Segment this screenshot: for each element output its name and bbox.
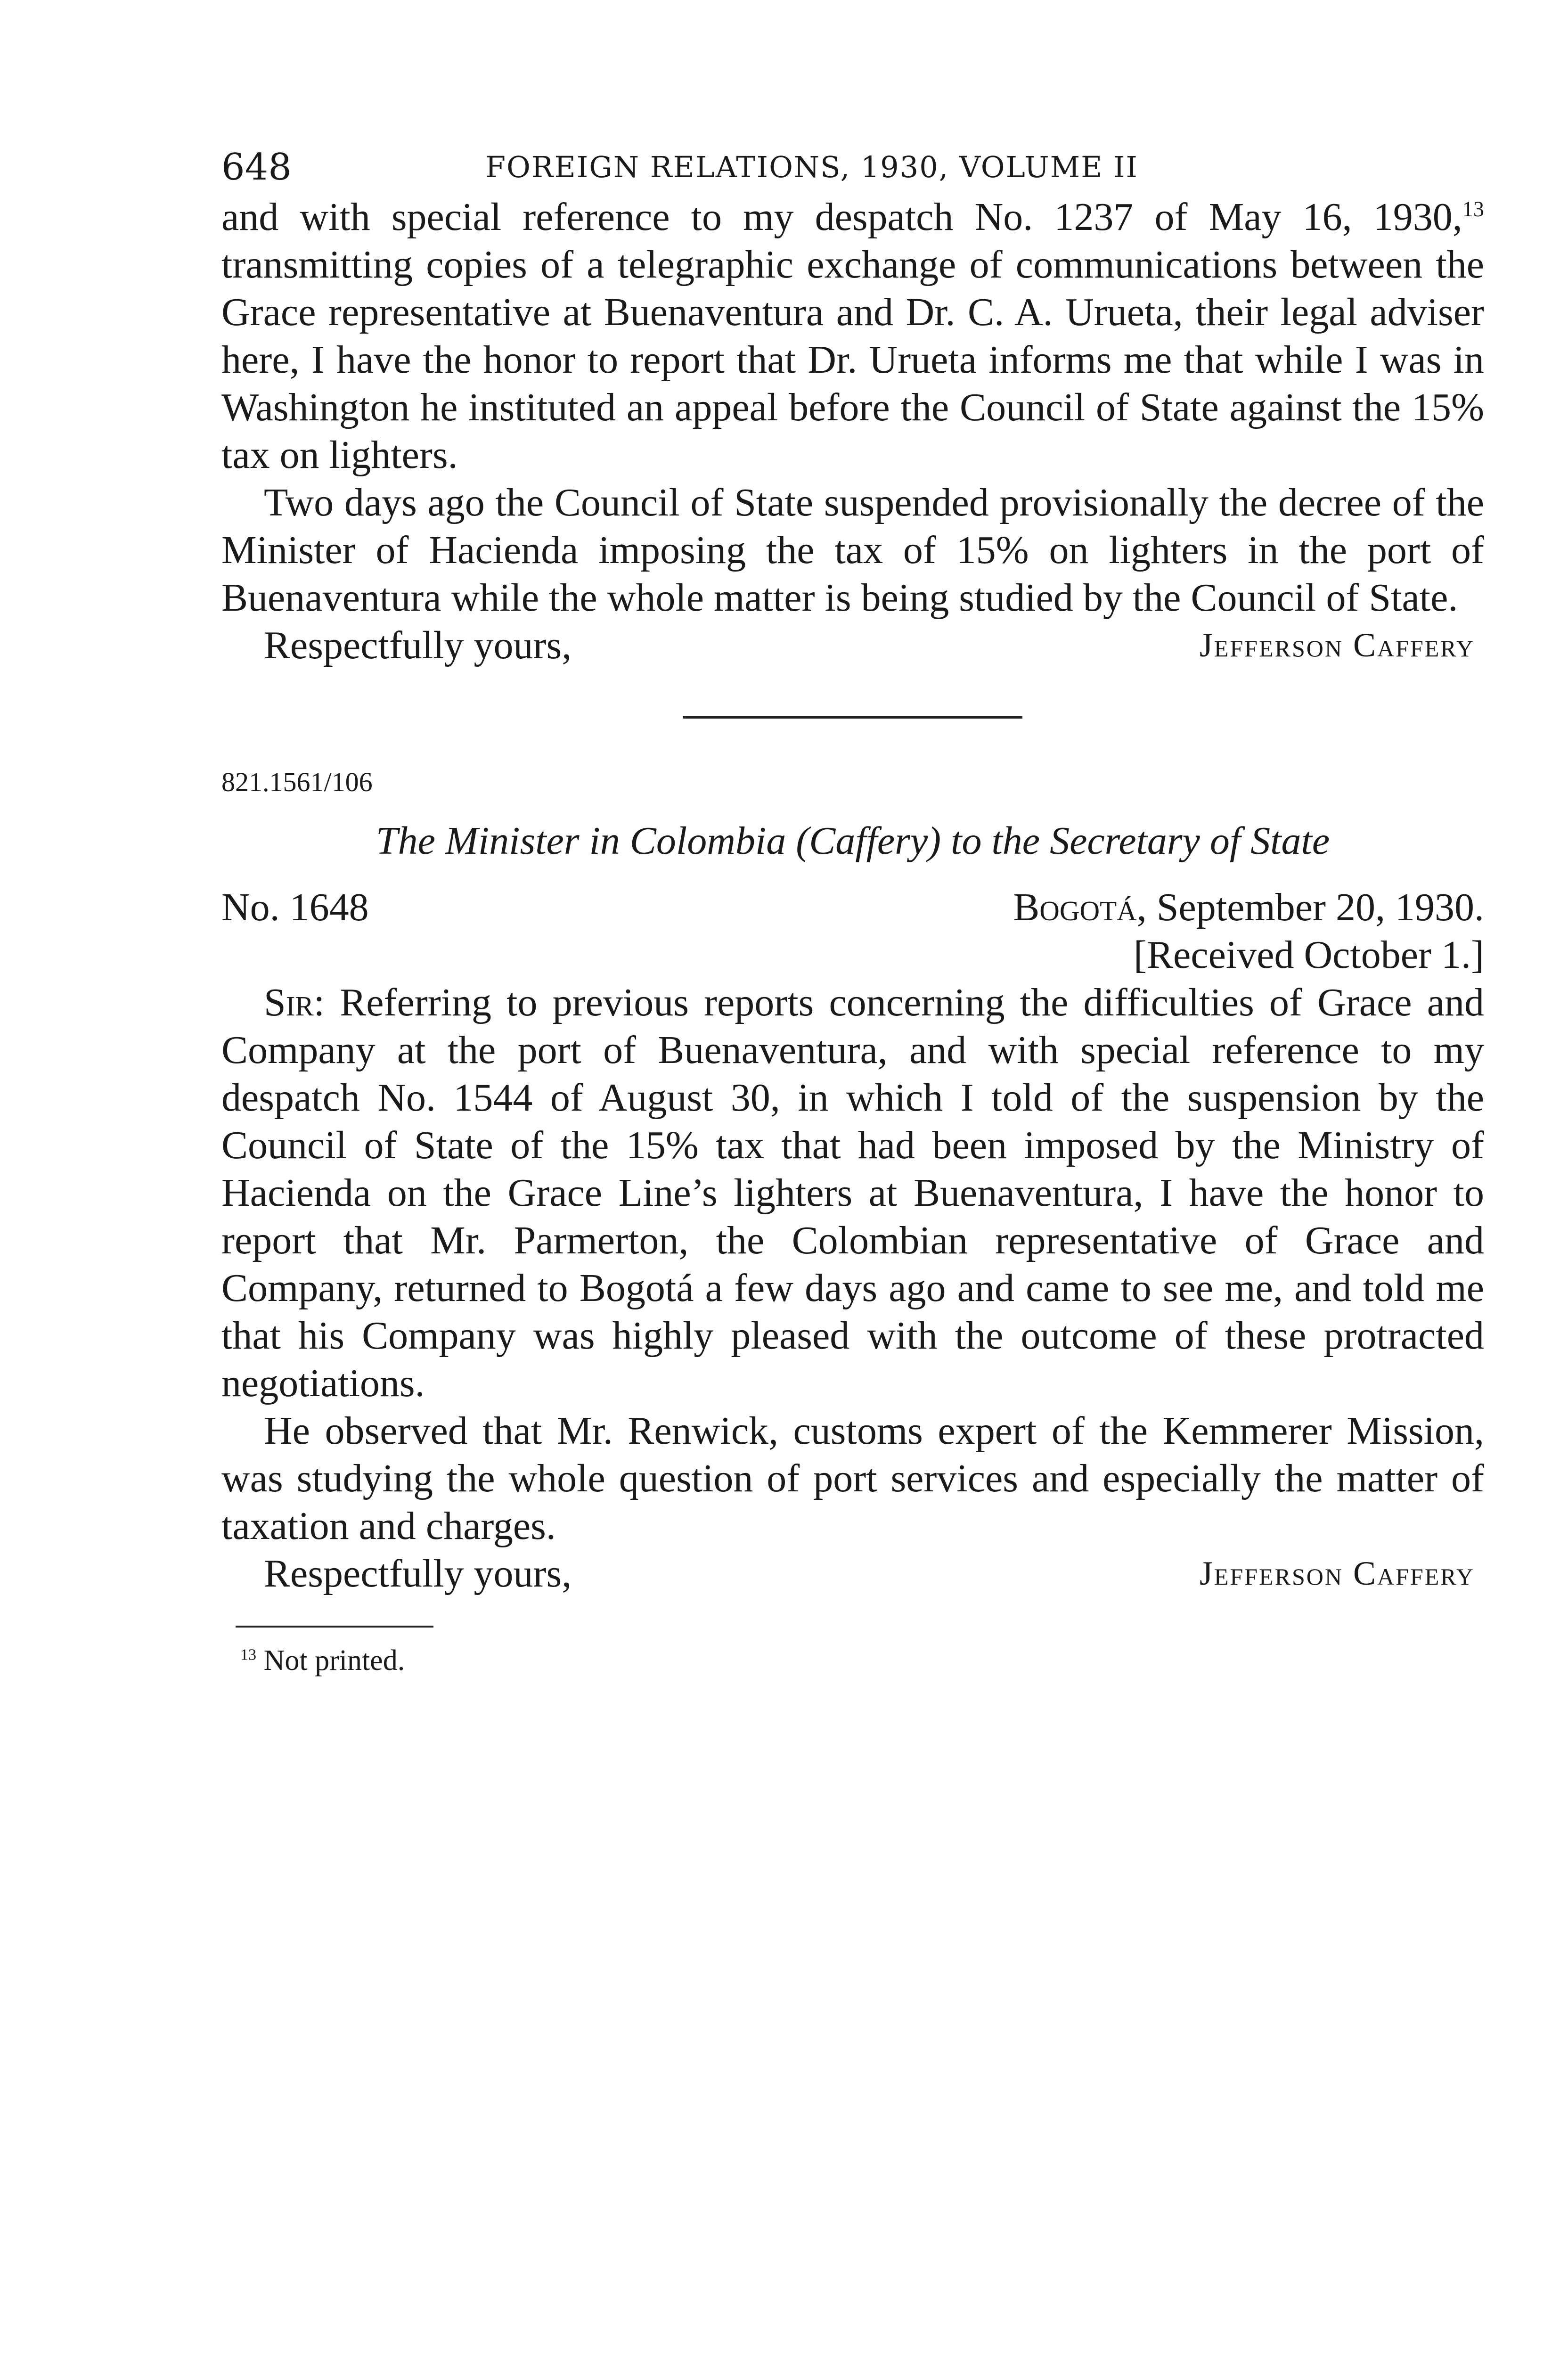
despatch-number: No. 1648	[221, 885, 369, 929]
document-page	[221, 141, 1484, 1679]
date: , September 20, 1930.	[1136, 885, 1484, 929]
footnote	[240, 1642, 1484, 1679]
footnote-reference: 13	[1462, 197, 1484, 221]
received-date: [Received October 1.]	[1134, 933, 1484, 977]
doc-signer: Jefferson Caffery	[1199, 1554, 1475, 1592]
footnote-divider	[236, 1626, 433, 1628]
running-title: FOREIGN RELATIONS, 1930, VOLUME II	[485, 150, 1139, 184]
doc-paragraph-2: He observed that Mr. Renwick, customs expert of the Kemmerer Mission, was studying the whole question of port services and especially the matter of taxation and charges.	[221, 1409, 1484, 1548]
footnote-text: Not printed.	[263, 1644, 405, 1677]
doc-paragraph-1	[221, 979, 1484, 1407]
prev-doc-signer: Jefferson Caffery	[1199, 626, 1475, 664]
page-number: 648	[221, 146, 292, 188]
prev-doc-closing: Respectfully yours,	[264, 623, 572, 667]
place: Bogotá	[1013, 885, 1137, 929]
prev-doc-paragraph-1-text: and with special reference to my despatch No. 1237 of May 16, 1930,	[221, 195, 1462, 239]
prev-doc-paragraph-2: Two days ago the Council of State suspended provisionally the decree of the Minister of Hacienda imposing the tax of 15% on lighters in the port of Buenaventura while the whole matter is being studied by the Council of State.	[221, 481, 1484, 620]
doc-signature-line	[221, 1550, 1484, 1597]
place-and-date	[1013, 884, 1484, 931]
salutation: Sir	[264, 981, 314, 1024]
running-header	[221, 141, 1484, 193]
document-heading: The Minister in Colombia (Caffery) to the Secretary of State	[376, 819, 1330, 863]
prev-doc-signature-line	[221, 622, 1484, 669]
dateline	[221, 884, 1484, 931]
file-number: 821.1561/106	[221, 767, 373, 797]
doc-closing: Respectfully yours,	[264, 1552, 572, 1595]
footnote-marker: 13	[240, 1646, 257, 1664]
prev-doc-paragraph-1-rest: transmitting copies of a telegraphic exchange of communications between the Grace representative at Buenaventura and Dr. C. A. Urueta, their legal adviser here, I have the honor to report that Dr. Urueta informs me that while I was in Washington he instituted an appeal before the Council of State against the 15% tax on lighters.	[221, 243, 1484, 477]
section-divider	[683, 716, 1022, 719]
prev-doc-paragraph-1	[221, 193, 1484, 479]
doc-paragraph-1-text: : Referring to previous reports concerning the difficulties of Grace and Company at the port of Buenaventura, and with special reference to my despatch No. 1544 of August 30, in which I told of the suspension by the Council of State of the 15% tax that had been imposed by the Ministry of Hacienda on the Grace Line’s lighters at Buenaventura, I have the honor to report that Mr. Parmerton, the Colombian representative of Grace and Company, returned to Bogotá a few days ago and came to see me, and told me that his Company was highly pleased with the outcome of these protracted negotiations.	[221, 981, 1484, 1405]
